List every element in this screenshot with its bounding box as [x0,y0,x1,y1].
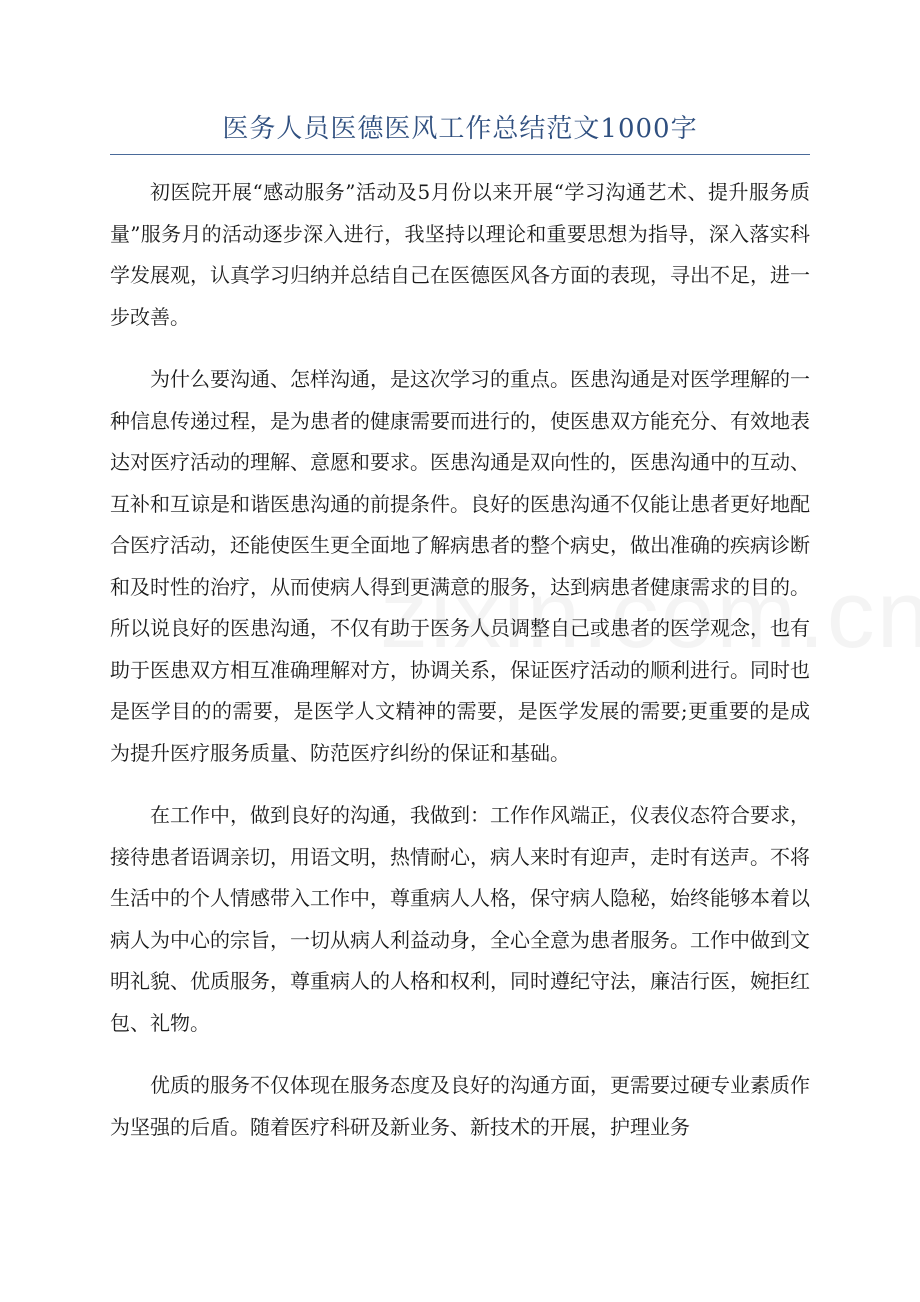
paragraph: 初医院开展“感动服务”活动及5月份以来开展“学习沟通艺术、提升服务质量”服务月的活动逐步深入进行，我坚持以理论和重要思想为指导，深入落实科学发展观，认真学习归纳并总结自己在医德医风各方面的表现，寻出不足，进一步改善。 [110,180,810,329]
paragraph: 优质的服务不仅体现在服务态度及良好的沟通方面，更需要过硬专业素质作为坚强的后盾。随着医疗科研及新业务、新技术的开展，护理业务 [110,1073,810,1139]
paragraph: 为什么要沟通、怎样沟通，是这次学习的重点。医患沟通是对医学理解的一种信息传递过程，是为患者的健康需要而进行的，使医患双方能充分、有效地表达对医疗活动的理解、意愿和要求。医患沟通是双向性的，医患沟通中的互动、互补和互谅是和谐医患沟通的前提条件。良好的医患沟通不仅能让患者更好地配合医疗活动，还能使医生更全面地了解病患者的整个病史，做出准确的疾病诊断和及时性的治疗，从而使病人得到更满意的服务，达到病患者健康需求的目的。所以说良好的医患沟通，不仅有助于医务人员调整自己或患者的医学观念，也有助于医患双方相互准确理解对方，协调关系，保证医疗活动的顺利进行。同时也是医学目的的需要，是医学人文精神的需要，是医学发展的需要;更重要的是成为提升医疗服务质量、防范医疗纠纷的保证和基础。 [110,367,810,765]
paragraph: 在工作中，做到良好的沟通，我做到：工作作风端正，仪表仪态符合要求，接待患者语调亲切，用语文明，热情耐心，病人来时有迎声，走时有送声。不将生活中的个人情感带入工作中，尊重病人人格，保守病人隐秘，始终能够本着以病人为中心的宗旨，一切从病人利益动身，全心全意为患者服务。工作中做到文明礼貌、优质服务，尊重病人的人格和权利，同时遵纪守法，廉洁行医，婉拒红包、礼物。 [110,803,810,1035]
document-body [110,172,810,1169]
document-title: 医务人员医德医风工作总结范文1000字 [222,114,698,144]
title-divider [110,154,810,155]
